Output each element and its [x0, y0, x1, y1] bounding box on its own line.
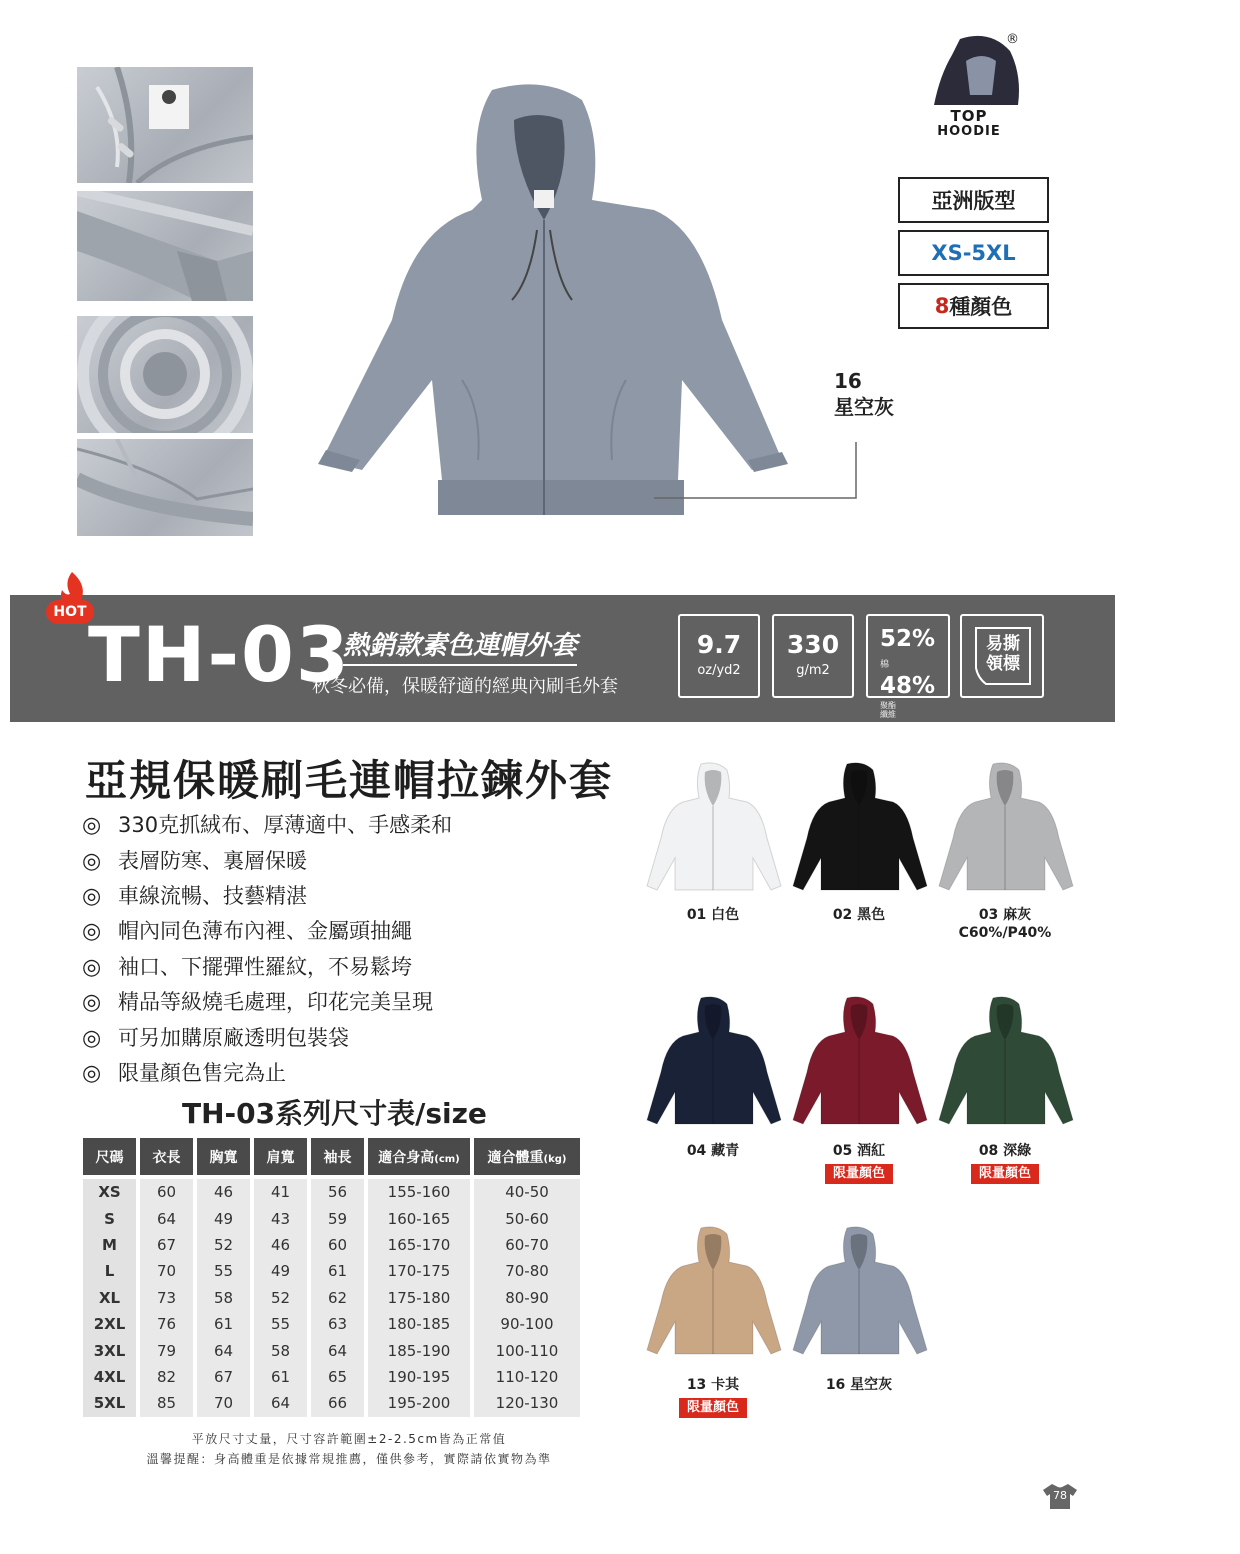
- header-height: 適合身高(cm): [368, 1138, 470, 1175]
- hot-badge: HOT: [46, 600, 94, 624]
- measure-cell: 49: [254, 1258, 307, 1284]
- size-cell: M: [83, 1232, 136, 1258]
- size-cell: 2XL: [83, 1311, 136, 1337]
- measure-cell: 58: [197, 1285, 250, 1311]
- color-label: [638, 906, 788, 924]
- measure-cell: 90-100: [474, 1311, 580, 1337]
- measure-cell: 55: [254, 1311, 307, 1337]
- feature-item: [82, 914, 452, 949]
- header-size: 尺碼: [83, 1138, 136, 1175]
- page-number: 78: [1053, 1489, 1067, 1502]
- measure-cell: 85: [140, 1390, 193, 1416]
- measure-cell: 76: [140, 1311, 193, 1337]
- size-cell: 3XL: [83, 1337, 136, 1363]
- registered-mark: ®: [1006, 32, 1019, 47]
- measure-cell: 64: [197, 1337, 250, 1363]
- feature-bullet: ◎: [82, 990, 102, 1016]
- measure-cell: 180-185: [368, 1311, 470, 1337]
- color-count-number: 8: [934, 294, 950, 318]
- measure-cell: 160-165: [368, 1205, 470, 1231]
- size-note-reminder: 溫馨提醒：身高體重是依據常規推薦，僅供參考，實際請依實物為準: [146, 1452, 552, 1466]
- measure-cell: 61: [311, 1258, 364, 1284]
- measure-cell: 73: [140, 1285, 193, 1311]
- color-swatch-hoodie: [643, 996, 783, 1128]
- feature-text: 精品等級燒毛處理，印花完美呈現: [118, 990, 433, 1015]
- measure-cell: 185-190: [368, 1337, 470, 1363]
- color-name: 13 卡其: [686, 1377, 740, 1393]
- feature-bullet: ◎: [82, 919, 102, 945]
- measure-cell: 63: [311, 1311, 364, 1337]
- table-row: [83, 1179, 580, 1205]
- limited-color-badge: 限量顏色: [825, 1164, 893, 1184]
- feature-text: 可另加購原廠透明包裝袋: [118, 1025, 349, 1050]
- banner-subline: 秋冬必備，保暖舒適的經典內刷毛外套: [312, 676, 618, 697]
- measure-cell: 67: [140, 1232, 193, 1258]
- size-cell: XS: [83, 1179, 136, 1205]
- size-table: [79, 1138, 584, 1417]
- color-name: 04 藏青: [686, 1143, 740, 1159]
- measure-cell: 60-70: [474, 1232, 580, 1258]
- measure-cell: 170-175: [368, 1258, 470, 1284]
- color-swatch-hoodie: [789, 996, 929, 1128]
- callout-line: [652, 440, 862, 510]
- header-length: 衣長: [140, 1138, 193, 1175]
- measure-cell: 61: [197, 1311, 250, 1337]
- color-name: 03 麻灰: [978, 907, 1032, 923]
- table-row: [83, 1390, 580, 1416]
- color-label: [784, 1142, 934, 1160]
- product-title: 亞規保暖刷毛連帽拉鍊外套: [85, 756, 614, 805]
- tag-color-count: [898, 283, 1049, 329]
- header-shoulder: 肩寬: [254, 1138, 307, 1175]
- measure-cell: 50-60: [474, 1205, 580, 1231]
- poly-label: 聚酯纖維: [880, 700, 896, 719]
- limited-color-badge: 限量顏色: [971, 1164, 1039, 1184]
- measure-cell: 175-180: [368, 1285, 470, 1311]
- measure-cell: 60: [311, 1232, 364, 1258]
- color-label: [784, 906, 934, 924]
- color-label: [638, 1376, 788, 1394]
- color-blend: C60%/P40%: [958, 925, 1052, 941]
- color-swatch-hoodie: [789, 762, 929, 894]
- spec-weight-g-unit: g/m2: [796, 663, 830, 678]
- color-swatch-hoodie: [789, 1226, 929, 1358]
- feature-item: [82, 879, 452, 914]
- feature-text: 車線流暢、技藝精湛: [118, 883, 307, 908]
- measure-cell: 82: [140, 1364, 193, 1390]
- measure-cell: 100-110: [474, 1337, 580, 1363]
- spec-weight-g-value: 330: [786, 630, 840, 659]
- feature-bullet: ◎: [82, 1060, 102, 1086]
- limited-color-badge: 限量顏色: [679, 1398, 747, 1418]
- feature-list: [82, 808, 452, 1091]
- size-cell: 4XL: [83, 1364, 136, 1390]
- spec-composition: [866, 614, 950, 719]
- measure-cell: 64: [140, 1205, 193, 1231]
- measure-cell: 56: [311, 1179, 364, 1205]
- color-swatch-hoodie: [935, 762, 1075, 894]
- detail-photo-hood: [77, 67, 253, 183]
- table-row: [83, 1285, 580, 1311]
- measure-cell: 41: [254, 1179, 307, 1205]
- measure-cell: 65: [311, 1364, 364, 1390]
- measure-cell: 58: [254, 1337, 307, 1363]
- measure-cell: 70: [140, 1258, 193, 1284]
- brand-logo-text-bottom: HOODIE: [937, 124, 1001, 139]
- feature-text: 限量顏色售完為止: [118, 1060, 286, 1085]
- feature-item: [82, 1020, 452, 1055]
- color-label: [930, 906, 1080, 942]
- size-note-measure: 平放尺寸丈量，尺寸容許範圍±2-2.5cm皆為正常值: [191, 1432, 507, 1446]
- brand-logo-text-top: TOP: [950, 107, 988, 125]
- measure-cell: 61: [254, 1364, 307, 1390]
- feature-item: [82, 985, 452, 1020]
- spec-weight-g: [772, 614, 854, 698]
- tear-label-text: 易撕領標: [986, 634, 1020, 674]
- measure-cell: 43: [254, 1205, 307, 1231]
- spec-tear-label: [960, 614, 1044, 698]
- callout-name: 星空灰: [834, 395, 894, 419]
- measure-cell: 46: [254, 1232, 307, 1258]
- feature-item: [82, 843, 452, 878]
- color-label: [638, 1142, 788, 1160]
- color-count-suffix: 種顏色: [949, 295, 1013, 319]
- detail-photo-hem: [77, 439, 253, 536]
- measure-cell: 120-130: [474, 1390, 580, 1416]
- size-table-header: [83, 1138, 580, 1175]
- cotton-pct: 52%: [880, 626, 936, 652]
- table-row: [83, 1311, 580, 1337]
- measure-cell: 52: [197, 1232, 250, 1258]
- table-row: [83, 1364, 580, 1390]
- feature-item: [82, 808, 452, 843]
- color-name: 08 深綠: [978, 1143, 1032, 1159]
- measure-cell: 80-90: [474, 1285, 580, 1311]
- feature-bullet: ◎: [82, 813, 102, 839]
- feature-bullet: ◎: [82, 883, 102, 909]
- feature-text: 帽內同色薄布內裡、金屬頭抽繩: [118, 919, 412, 944]
- measure-cell: 195-200: [368, 1390, 470, 1416]
- measure-cell: 70: [197, 1390, 250, 1416]
- measure-cell: 66: [311, 1390, 364, 1416]
- model-code: TH-03: [88, 610, 351, 699]
- color-callout: [834, 368, 894, 420]
- feature-text: 袖口、下擺彈性羅紋，不易鬆垮: [118, 954, 412, 979]
- color-label: [784, 1376, 934, 1394]
- color-name: 05 酒紅: [832, 1143, 886, 1159]
- detail-photo-cuff: [77, 191, 253, 301]
- feature-item: [82, 950, 452, 985]
- feature-item: [82, 1056, 452, 1091]
- measure-cell: 40-50: [474, 1179, 580, 1205]
- feature-text: 330克抓絨布、厚薄適中、手感柔和: [118, 813, 453, 838]
- header-weight: 適合體重(kg): [474, 1138, 580, 1175]
- measure-cell: 52: [254, 1285, 307, 1311]
- measure-cell: 64: [311, 1337, 364, 1363]
- cotton-label: 棉: [880, 660, 890, 670]
- feature-bullet: ◎: [82, 954, 102, 980]
- spec-weight-oz-unit: oz/yd2: [697, 663, 741, 678]
- size-cell: S: [83, 1205, 136, 1231]
- spec-weight-oz: [678, 614, 760, 698]
- spec-weight-oz-value: 9.7: [696, 630, 742, 659]
- header-chest: 胸寬: [197, 1138, 250, 1175]
- measure-cell: 59: [311, 1205, 364, 1231]
- measure-cell: 64: [254, 1390, 307, 1416]
- color-swatch-hoodie: [643, 762, 783, 894]
- measure-cell: 55: [197, 1258, 250, 1284]
- size-cell: XL: [83, 1285, 136, 1311]
- measure-cell: 67: [197, 1364, 250, 1390]
- callout-code: 16: [834, 369, 862, 393]
- size-cell: 5XL: [83, 1390, 136, 1416]
- measure-cell: 62: [311, 1285, 364, 1311]
- measure-cell: 190-195: [368, 1364, 470, 1390]
- measure-cell: 60: [140, 1179, 193, 1205]
- table-row: [83, 1205, 580, 1231]
- measure-cell: 165-170: [368, 1232, 470, 1258]
- header-sleeve: 袖長: [311, 1138, 364, 1175]
- measure-cell: 49: [197, 1205, 250, 1231]
- table-row: [83, 1232, 580, 1258]
- measure-cell: 110-120: [474, 1364, 580, 1390]
- feature-bullet: ◎: [82, 848, 102, 874]
- measure-cell: 46: [197, 1179, 250, 1205]
- tag-asian-fit: 亞洲版型: [898, 177, 1049, 223]
- color-swatch-hoodie: [935, 996, 1075, 1128]
- table-row: [83, 1337, 580, 1363]
- tag-size-range: XS-5XL: [898, 230, 1049, 276]
- measure-cell: 155-160: [368, 1179, 470, 1205]
- table-row: [83, 1258, 580, 1284]
- feature-text: 表層防寒、裏層保暖: [118, 848, 307, 873]
- color-name: 02 黑色: [832, 907, 886, 923]
- size-chart-title: TH-03系列尺寸表/size: [182, 1097, 487, 1130]
- color-swatch-hoodie: [643, 1226, 783, 1358]
- size-cell: L: [83, 1258, 136, 1284]
- detail-photo-fabric: [77, 316, 253, 433]
- color-name: 16 星空灰: [825, 1377, 893, 1393]
- feature-bullet: ◎: [82, 1025, 102, 1051]
- color-label: [930, 1142, 1080, 1160]
- measure-cell: 79: [140, 1337, 193, 1363]
- poly-pct: 48%: [880, 673, 936, 699]
- color-name: 01 白色: [686, 907, 740, 923]
- measure-cell: 70-80: [474, 1258, 580, 1284]
- banner-headline: 熱銷款素色連帽外套: [343, 625, 577, 666]
